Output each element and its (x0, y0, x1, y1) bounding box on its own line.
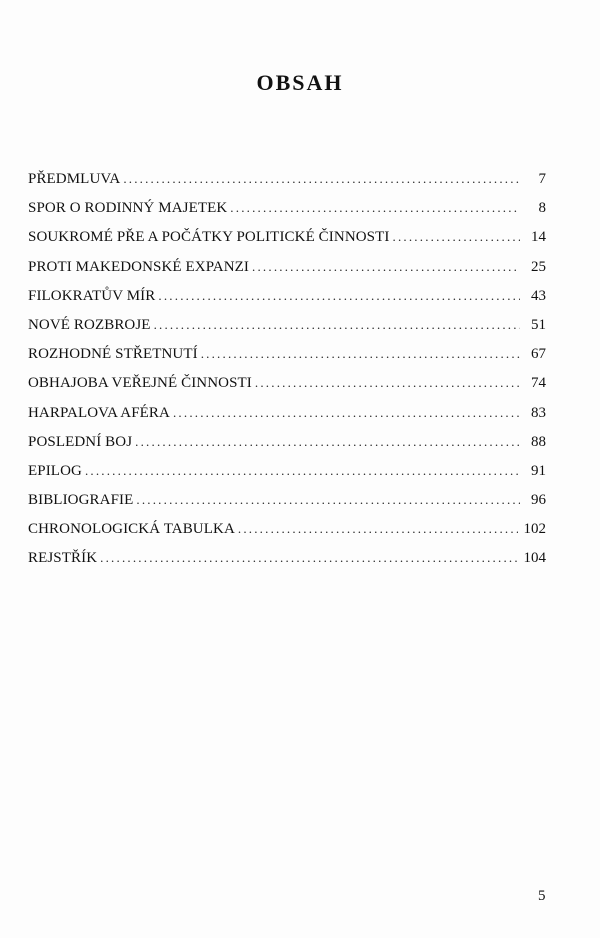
toc-entry-page: 102 (523, 521, 546, 538)
toc-entry (28, 258, 546, 287)
toc-dot-leader (238, 520, 518, 538)
toc-entry-page: 88 (531, 433, 546, 450)
toc-entry-page: 83 (531, 404, 546, 421)
toc-entry-label: POSLEDNÍ BOJ (28, 433, 133, 450)
table-of-contents (28, 170, 546, 579)
toc-entry (28, 491, 546, 520)
toc-entry-page: 14 (531, 229, 546, 246)
toc-dot-leader (154, 316, 520, 334)
toc-dot-leader (100, 549, 517, 567)
toc-entry-page: 67 (531, 346, 546, 363)
page-title: OBSAH (256, 70, 344, 95)
toc-dot-leader (230, 199, 520, 217)
toc-entry (28, 199, 546, 228)
toc-dot-leader (255, 374, 520, 392)
toc-entry-label: SOUKROMÉ PŘE A POČÁTKY POLITICKÉ ČINNOSTI (28, 229, 390, 246)
toc-entry-page: 74 (531, 375, 546, 392)
toc-dot-leader (135, 433, 520, 451)
toc-dot-leader (123, 170, 520, 188)
toc-entry (28, 520, 546, 549)
toc-dot-leader (173, 404, 520, 422)
toc-entry-page: 51 (531, 316, 546, 333)
toc-entry (28, 170, 546, 199)
toc-entry-page: 104 (523, 550, 546, 567)
toc-entry-page: 7 (538, 171, 546, 187)
toc-entry-page: 96 (531, 492, 546, 509)
toc-entry (28, 462, 546, 491)
toc-entry-label: ROZHODNÉ STŘETNUTÍ (28, 346, 198, 363)
toc-dot-leader (85, 462, 520, 480)
toc-entry (28, 228, 546, 257)
toc-entry-page: 8 (538, 200, 546, 217)
toc-entry-label: PROTI MAKEDONSKÉ EXPANZI (28, 258, 250, 275)
toc-entry-label: FILOKRATŮV MÍR (28, 287, 156, 304)
toc-entry-label: EPILOG (28, 462, 82, 479)
toc-dot-leader (252, 258, 520, 276)
toc-dot-leader (158, 287, 520, 305)
toc-entry (28, 374, 546, 403)
toc-entry (28, 316, 546, 345)
toc-entry-page: 25 (531, 258, 546, 275)
toc-entry-label: BIBLIOGRAFIE (28, 492, 134, 509)
toc-entry (28, 287, 546, 316)
toc-entry-label: REJSTŘÍK (28, 550, 98, 567)
toc-entry-label: SPOR O RODINNÝ MAJETEK (28, 200, 228, 217)
toc-entry-label: NOVÉ ROZBROJE (28, 316, 151, 333)
toc-entry-label: HARPALOVA AFÉRA (28, 404, 170, 421)
toc-entry-page: 43 (531, 287, 546, 304)
toc-dot-leader (136, 491, 520, 509)
toc-entry-label: PŘEDMLUVA (28, 171, 121, 187)
toc-entry (28, 433, 546, 462)
toc-entry-label: OBHAJOBA VEŘEJNÉ ČINNOSTI (28, 375, 252, 392)
toc-entry (28, 404, 546, 433)
page-number: 5 (538, 888, 546, 904)
toc-dot-leader (201, 345, 520, 363)
toc-dot-leader (393, 228, 521, 246)
toc-entry-label: CHRONOLOGICKÁ TABULKA (28, 521, 235, 538)
toc-entry (28, 345, 546, 374)
toc-entry-page: 91 (531, 462, 546, 479)
toc-entry (28, 549, 546, 578)
